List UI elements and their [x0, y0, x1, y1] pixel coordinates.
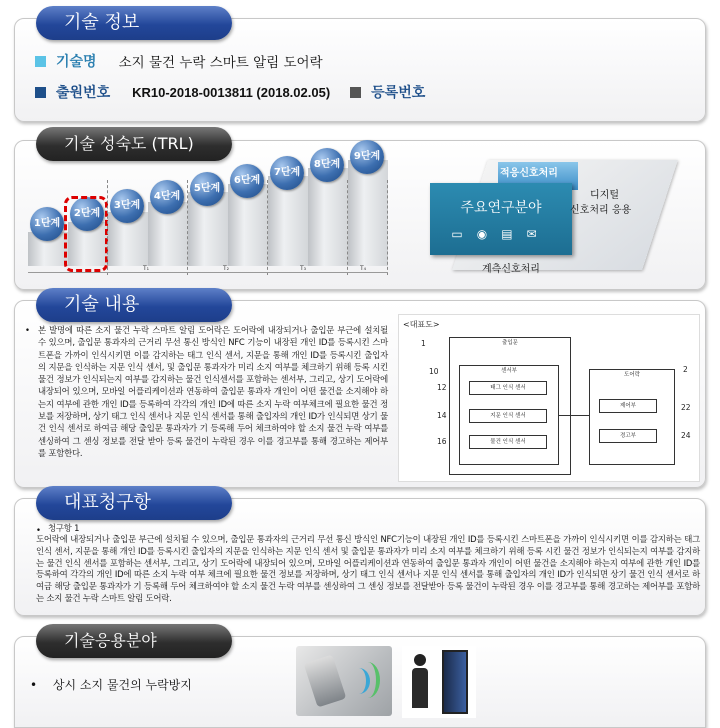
application-header [36, 624, 232, 658]
tech-name-label: 기술명 [56, 54, 97, 70]
claims-header [36, 486, 232, 520]
application-bullet: • [30, 678, 38, 692]
ref-14: 14 [437, 411, 447, 420]
trl-stair-8 [308, 168, 348, 266]
trl-step-9: 9단계 [350, 140, 384, 174]
ref-24: 24 [681, 431, 691, 440]
ref-22: 22 [681, 403, 691, 412]
field-tag-digital: 디지털 [590, 190, 619, 201]
application-item-text: 상시 소지 물건의 누락방지 [52, 678, 192, 692]
trl-step-4: 4단계 [150, 180, 184, 214]
trl-step-3: 3단계 [110, 189, 144, 223]
trl-divider-2 [187, 180, 188, 275]
content-header [36, 288, 232, 322]
application-number-row [35, 82, 447, 102]
claims-text: 도어락에 내장되거나 출입문 부근에 설치될 수 있으며, 출입문 통과자의 근거리 무선 통신 방식인 NFC기능이 내장된 개인 ID를 등록시킨 스마트폰을 가까이 인식시키면 이를 감지하는 태그 인식 센서, 지문을 통해 개인 ID를 등록시킨 출입자의 지문을 인식하는 지문 인식 센서 및 출입문 통과자가 미리 소지 여부를 체크하기 위해 등록 시킨 물건 정보가 인식되는지 여부를 감지하는 물건 인식 센서를 포함하는 센서부, 그리고, 상기 도어락에 내장되어 있으며, 모바일 어플리케이션과 연동하여 출입문 통과자 개인이 어떤 물건을 소지해야 하는지 여부에 관한 개인 ID를 등록하여 각각의 개인 ID에 따른 소지 누락 여부 체크에 필요한 물건 정보를 저장하며, 상기 태그 인식 센서나 지문 인식 센서를 통해 출입자의 개인 ID가 인식되면 상기 물건 인식 센서로 하여금 해당 출입문 통과자가 기 등록해 두어 체크하여야 할 소지 물건 누락 여부를 센싱하여 그 센싱 정보를 전달받아 등록 물건이 누락된 경우 이를 경고부를 통해 경고하는 제어부를 포함하는 소지 물건 누락 스마트 알림 도어락. [36, 534, 700, 603]
ref-1: 1 [421, 339, 426, 348]
claims-bullet-dot: • [36, 525, 41, 535]
door-person-illustration [402, 646, 476, 718]
ref-2: 2 [683, 365, 688, 374]
claims-title: 대표청구항 [64, 492, 151, 513]
ref-10: 10 [429, 367, 439, 376]
tech-info-header [36, 6, 232, 40]
ref-12: 12 [437, 383, 447, 392]
object-sensor-label: 물건 인식 센서 [490, 439, 526, 445]
research-field-icons: ▭◉▤✉ [451, 227, 551, 241]
cyan-square-icon [35, 56, 46, 67]
tag-sensor-box [469, 381, 547, 395]
registration-number-label: 등록번호 [371, 85, 426, 101]
current-step-highlight [64, 196, 108, 272]
nfc-phone-illustration [296, 646, 392, 716]
tech-name-value: 소지 물건 누락 스마트 알림 도어락 [118, 55, 323, 71]
claims-number: 청구항 1 [48, 523, 80, 533]
tech-info-title: 기술 정보 [64, 12, 140, 33]
navy-square-icon [35, 87, 46, 98]
content-title: 기술 내용 [64, 294, 140, 315]
content-text: 본 발명에 따른 소지 물건 누락 스마트 알림 도어락은 도어락에 내장되거나 출입문 부근에 설치될 수 있으며, 출입문 통과자의 근거리 무선 통신 방식인 NFC 기능이 내장된 개인 ID를 등록시킨 스마트폰을 가까이 인식시키면 이를 감지하는 태그 인식 센서, 지문을 통해 개인 ID를 등록시킨 출입자의 지문을 인식하는 지문 인식 센서, 및 출입문 통과자가 미리 소지 여부를 체크하기 위해 등록 시킨 물건 정보가 인식되는지 여부를 감지하는 물건 인식센서를 포함하는 센서부, 그리고, 상기 도어락에 내장되어 있으며, 모바일 어플리케이션과 연동하여 출입문 통과자 개인이 어떤 물건을 소지해야 하는지 여부에 관한 개인 ID를 등록하여 각각의 개인 ID에 따른 소지 누락 여부체크에 필요한 물건 정보를 저장하며, 상기 태그 인식 센서나 지문 인식 센서를 통해 출입자의 개인 ID가 인식되면 상기 물건 인식 센서로 하여금 해당 출입문 통과자가 기 등록해 두어 체크하여야 할 소지 물건 누락 여부를 센싱하여 그 센싱 정보를 전달 받아 등록 물건이 누락된 경우 이를 경고부를 통해 경고하는 제어부를 포함한다. [38, 325, 389, 458]
application-title: 기술응용분야 [64, 631, 157, 650]
application-item [30, 676, 192, 693]
finger-sensor-box [469, 409, 547, 423]
field-tag-adaptive: 적응신호처리 [500, 168, 558, 179]
person-icon [414, 654, 426, 666]
trl-title: 기술 성숙도 (TRL) [64, 134, 194, 153]
tag-sensor-label: 태그 인식 센서 [490, 385, 526, 391]
connector-line [559, 415, 589, 416]
trl-step-8: 8단계 [310, 148, 344, 182]
doorlock-label: 도어락 [624, 372, 640, 378]
nfc-wave-icon-2 [356, 662, 380, 698]
trl-divider-3 [267, 180, 268, 275]
finger-sensor-label: 지문 인식 센서 [490, 413, 526, 419]
phone-icon [304, 654, 347, 707]
tech-name-row [35, 51, 323, 71]
content-bullet-dot: • [25, 325, 30, 335]
trl-divider-4 [347, 180, 348, 275]
field-tag-measure: 계측신호처리 [482, 264, 540, 275]
application-number-label: 출원번호 [56, 85, 111, 101]
trl-baseline [28, 272, 388, 273]
trl-tick-4: T₄ [360, 265, 367, 272]
alarm-box [599, 429, 657, 443]
field-tag-digital-apply: 신호처리 응용 [570, 205, 632, 216]
trl-step-1: 1단계 [30, 207, 64, 241]
trl-tick-1: T₁ [143, 265, 150, 272]
research-field-title: 주요연구분야 [460, 200, 542, 216]
trl-stair-9 [348, 160, 388, 266]
diagram-title: <대표도> [403, 320, 440, 329]
trl-tick-3: T₃ [300, 265, 307, 272]
trl-step-5: 5단계 [190, 172, 224, 206]
application-number-value: KR10-2018-0013811 (2018.02.05) [132, 84, 331, 100]
object-sensor-box [469, 435, 547, 449]
person-body-icon [412, 668, 428, 708]
trl-step-2: 2단계 [70, 197, 104, 231]
trl-divider-1 [107, 180, 108, 275]
trl-step-6: 6단계 [230, 164, 264, 198]
sensor-unit-label: 센서부 [501, 368, 517, 374]
controller-box [599, 399, 657, 413]
alarm-label: 경고부 [620, 433, 636, 439]
trl-step-7: 7단계 [270, 156, 304, 190]
entrance-label: 출입문 [502, 340, 518, 346]
trl-divider-5 [387, 180, 388, 275]
controller-label: 제어부 [620, 403, 636, 409]
trl-tick-2: T₂ [223, 265, 230, 272]
gray-square-icon [350, 87, 361, 98]
research-field-main [430, 183, 572, 255]
trl-header [36, 127, 232, 161]
door-icon [442, 650, 468, 714]
ref-16: 16 [437, 437, 447, 446]
doorlock-box [589, 369, 675, 465]
representative-diagram [398, 314, 700, 482]
